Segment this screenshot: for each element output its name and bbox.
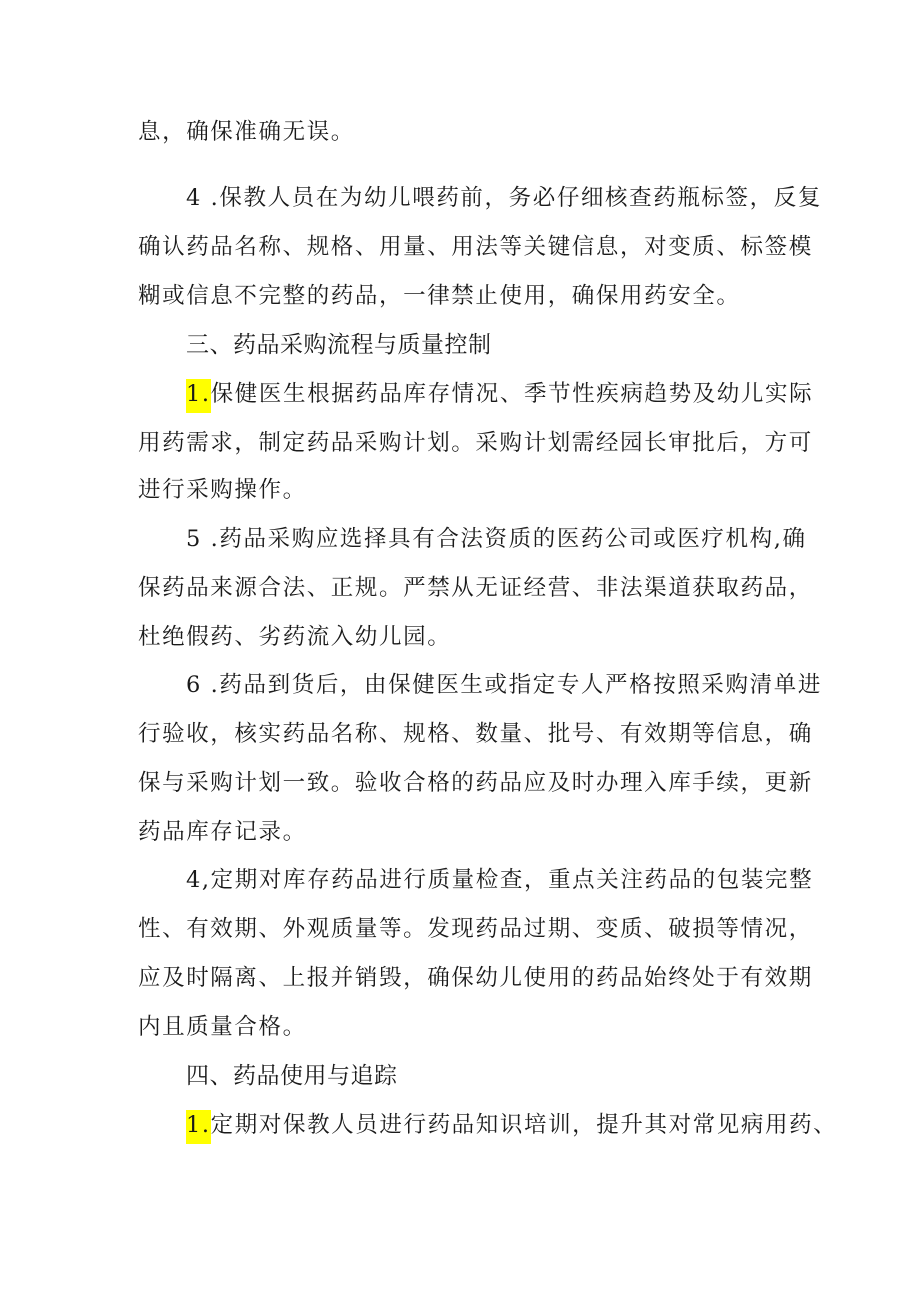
paragraph-text: 定期对保教人员进行药品知识培训，提升其对常见病用药、 xyxy=(210,1112,838,1138)
paragraph-line: 杜绝假药、劣药流入幼儿园。 xyxy=(138,624,452,650)
paragraph-line: 保与采购计划一致。验收合格的药品应及时办理入库手续，更新 xyxy=(138,770,813,796)
paragraph-line: 内且质量合格。 xyxy=(138,1014,307,1040)
paragraph-line: 息，确保准确无误。 xyxy=(138,119,355,145)
highlighted-number: 1. xyxy=(186,1110,211,1144)
paragraph-line: 药品库存记录。 xyxy=(138,819,307,845)
paragraph-line: 6 .药品到货后，由保健医生或指定专人严格按照采购清单进 xyxy=(186,672,822,698)
paragraph-line: 用药需求，制定药品采购计划。采购计划需经园长审批后，方可 xyxy=(138,430,813,456)
paragraph-line xyxy=(186,1110,837,1140)
paragraph-line: 性、有效期、外观质量等。发现药品过期、变质、破损等情况， xyxy=(138,916,813,942)
section-heading-4: 四、药品使用与追踪 xyxy=(186,1063,398,1089)
section-heading-3: 三、药品采购流程与质量控制 xyxy=(186,332,492,358)
paragraph-line: 应及时隔离、上报并销毁，确保幼儿使用的药品始终处于有效期 xyxy=(138,965,813,991)
highlighted-number: 1. xyxy=(186,379,211,413)
paragraph-line: 5 .药品采购应选择具有合法资质的医药公司或医疗机构,确 xyxy=(186,526,807,552)
paragraph-line: 4,定期对库存药品进行质量检查，重点关注药品的包装完整 xyxy=(186,867,814,893)
paragraph-line xyxy=(186,379,813,409)
paragraph-line: 4 .保教人员在为幼儿喂药前，务必仔细核查药瓶标签，反复 xyxy=(186,185,822,211)
paragraph-line: 进行采购操作。 xyxy=(138,477,307,503)
paragraph-line: 保药品来源合法、正规。严禁从无证经营、非法渠道获取药品， xyxy=(138,575,813,601)
paragraph-text: 保健医生根据药品库存情况、季节性疾病趋势及幼儿实际 xyxy=(210,381,814,407)
paragraph-line: 糊或信息不完整的药品，一律禁止使用，确保用药安全。 xyxy=(138,283,741,309)
paragraph-line: 确认药品名称、规格、用量、用法等关键信息，对变质、标签模 xyxy=(138,234,813,260)
paragraph-line: 行验收，核实药品名称、规格、数量、批号、有效期等信息，确 xyxy=(138,721,813,747)
